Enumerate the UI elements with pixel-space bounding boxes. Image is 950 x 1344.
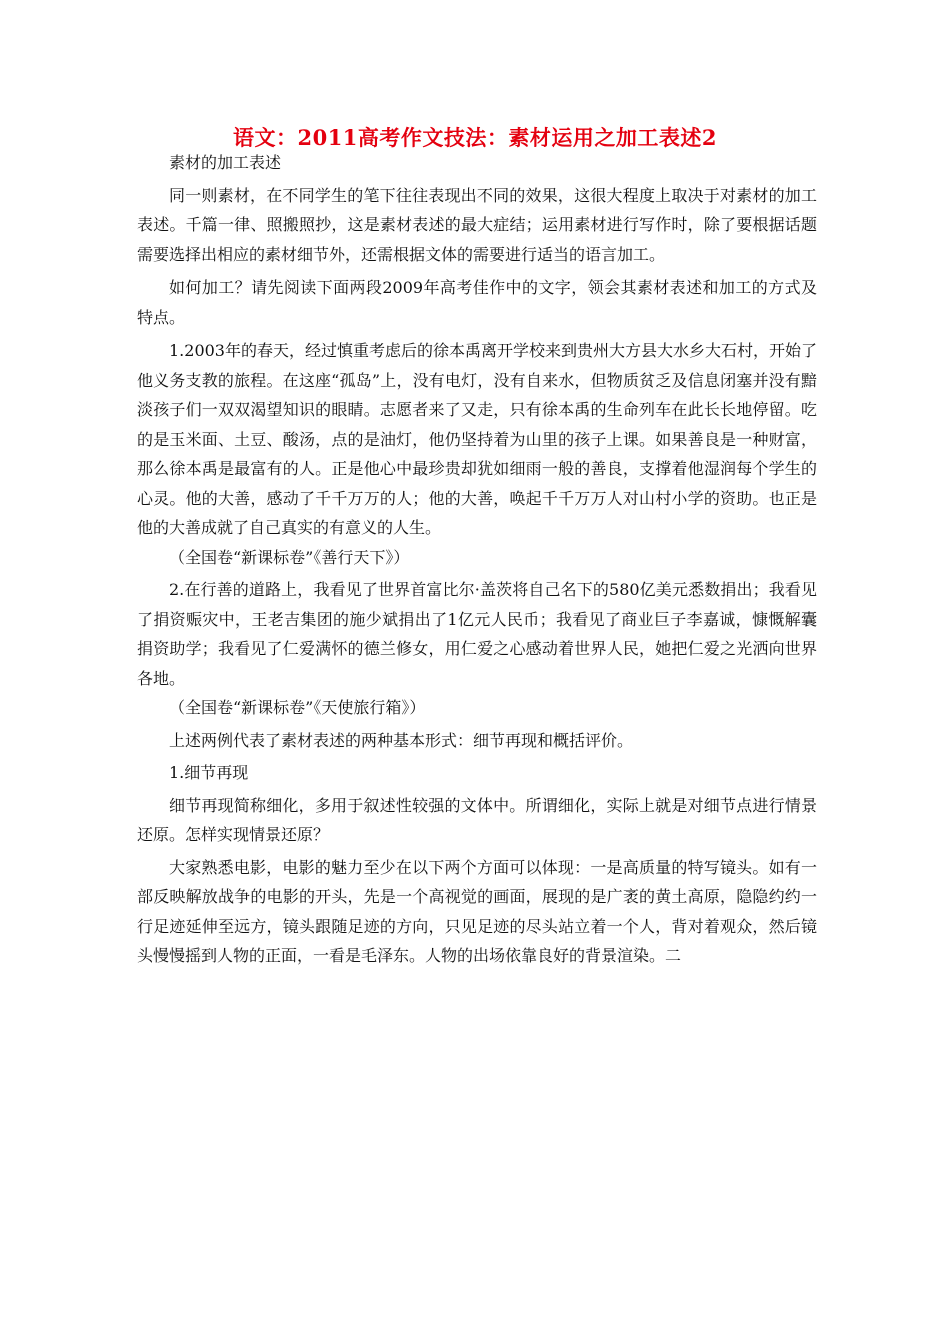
subheading-detail-reproduction: 1.细节再现 [169,763,249,782]
paragraph-question: 如何加工？请先阅读下面两段2009年高考佳作中的文字，领会其素材表述和加工的方式及特点。 [137,278,817,327]
document-body [137,148,817,971]
paragraph-example-2: 2.在行善的道路上，我看见了世界首富比尔·盖茨将自己名下的580亿美元悉数捐出；我看见了捐资赈灾中，王老吉集团的施少斌捐出了1亿元人民币；我看见了商业巨子李嘉诚，慷慨解囊捐资助学；我看见了仁爱满怀的德兰修女，用仁爱之心感动着世界人民，她把仁爱之光洒向世界各地。 [137,580,817,688]
paragraph-summary: 上述两例代表了素材表述的两种基本形式：细节再现和概括评价。 [169,730,634,750]
paragraph-intro: 同一则素材，在不同学生的笔下往往表现出不同的效果，这很大程度上取决于对素材的加工表述。千篇一律、照搬照抄，这是素材表述的最大症结；运用素材进行写作时，除了要根据话题需要选择出相应的素材细节外，还需根据文体的需要进行适当的语言加工。 [137,185,817,264]
document-title: 语文：2011高考作文技法：素材运用之加工表述2 [232,125,718,150]
paragraph-detail-definition: 细节再现简称细化，多用于叙述性较强的文体中。所谓细化，实际上就是对细节点进行情景还原。怎样实现情景还原？ [137,795,817,844]
paragraph-example-1: 1.2003年的春天，经过慎重考虑后的徐本禹离开学校来到贵州大方县大水乡大石村，开始了他义务支教的旅程。在这座“孤岛”上，没有电灯，没有自来水，但物质贫乏及信息闭塞并没有黯淡孩子们一双双渴望知识的眼睛。志愿者来了又走，只有徐本禹的生命列车在此长长地停留。吃的是玉米面、土豆、酸汤，点的是油灯，他仍坚持着为山里的孩子上课。如果善良是一种财富，那么徐本禹是最富有的人。正是他心中最珍贵却犹如细雨一般的善良，支撑着他湿润每个学生的心灵。他的大善，感动了千千万万的人；他的大善，唤起千千万万人对山村小学的资助。也正是他的大善成就了自己真实的有意义的人生。 [137,341,817,537]
paragraph-film-analogy: 大家熟悉电影，电影的魅力至少在以下两个方面可以体现：一是高质量的特写镜头。如有一部反映解放战争的电影的开头，先是一个高视觉的画面，展现的是广袤的黄土高原，隐隐约约一行足迹延伸至远方，镜头跟随足迹的方向，只见足迹的尽头站立着一个人，背对着观众，然后镜头慢慢摇到人物的正面，一看是毛泽东。人物的出场依靠良好的背景渲染。二 [137,857,817,965]
source-citation-1: （全国卷“新课标卷”《善行天下》） [169,547,410,567]
source-citation-2: （全国卷“新课标卷”《天使旅行箱》） [169,698,426,717]
section-heading: 素材的加工表述 [169,153,282,172]
